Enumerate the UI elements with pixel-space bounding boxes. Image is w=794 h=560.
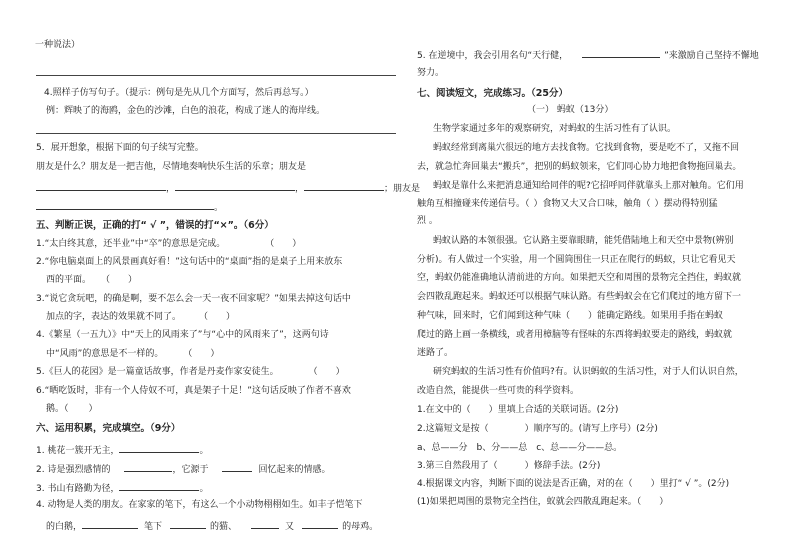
question-5-text: 朋友是什么？朋友是一把吉他，尽情地奏响快乐生活的乐章；朋友是 (36, 162, 307, 172)
passage-line: 分析)。有人做过一个实验，用一个圆筒围住一只正在爬行的蚂蚁，只让它看见天 (417, 255, 736, 265)
fill-item-5: 5. 在逆境中，我会引用名句“天行健， ”来激励自己坚持不懈地 (417, 48, 759, 62)
exercise-2: 2.这篇短文是按（ ）顺序写的。(请写上序号）(2分) (417, 424, 658, 434)
passage-line: 改造自然，能提供一些可贵的科学资料。 (417, 386, 580, 396)
section-5-title: 五、判断正误，正确的打“ √ ”，错误的打“×”。（6分） (36, 220, 274, 231)
answer-line (36, 133, 396, 134)
fill-item-1: 1. 桃花一簇开无主， 。 (36, 443, 208, 457)
passage-line: 迷路了。 (417, 348, 454, 358)
blank[interactable] (36, 200, 214, 210)
judge-item-5: 5.《巨人的花园》是一篇童话故事，作者是丹麦作家安徒生。 （ ） (36, 367, 345, 377)
question-4: 4.照样子仿写句子。（提示：例句是先从几个方面写，然后再总写。） (44, 88, 314, 98)
judge-item-4-cont: 中“风雨”的意思是不一样的。 （ ） (46, 349, 220, 359)
answer-bracket[interactable]: （ ） (265, 239, 302, 249)
answer-bracket[interactable]: （ ） (101, 275, 138, 285)
blank[interactable] (175, 181, 295, 191)
judge-item-4: 4.《繁星（一五九）》中“天上的风雨来了”与“心中的风雨来了”，这两句诗 (36, 330, 329, 340)
passage-line: 研究蚂蚁的生活习性有价值吗?有。认识蚂蚁的生活习性，对于人们认识自然， (433, 367, 744, 377)
blank[interactable] (124, 462, 172, 472)
question-5: 5．展开想象，根据下面的句子续写完整。 (36, 143, 204, 153)
exercise-4-item-1: (1)如果把周围的景物完全挡住，蚁就会四散乱跑起来。（ ） (417, 497, 669, 507)
answer-bracket[interactable]: （ ） (183, 349, 220, 359)
passage-line: 去，就急忙奔回巢去“搬兵”，把别的蚂蚁领来，它们同心协力地把食物拖回巢去。 (417, 162, 742, 172)
example-sentence: 例：辉映了的海鸥，金色的沙滩，白色的浪花，构成了迷人的海岸线。 (46, 106, 326, 116)
right-column (400, 0, 794, 560)
blank[interactable] (582, 48, 660, 58)
passage-title: （一） 蚂蚁（13分） (527, 105, 614, 115)
judge-item-2: 2.“你电脑桌面上的风景画真好看！”这句话中的“桌面”指的是桌子上用来放东 (36, 257, 343, 267)
judge-item-6: 6.“晒吃饭时，非有一个人侍奴不可，真是架子十足！”这句话反映了作者不喜欢 (36, 386, 351, 396)
fill-line: ， ， ；朋友是 (36, 181, 420, 195)
exercise-3: 3.第三自然段用了（ ）修辞手法。(2分) (417, 461, 601, 471)
text-line: 努力。 (417, 68, 445, 78)
fill-item-4: 4. 动物是人类的朋友。在家家的笔下，有这么一个小动物栩栩如生。如丰子恺笔下 (36, 500, 363, 510)
answer-bracket[interactable]: （ ） (199, 312, 236, 322)
answer-bracket[interactable]: （ ） (308, 367, 345, 377)
passage-line: 种气味，回来时，它们闻到这种气味（ ）能确定路线。如果用手指在蚂蚁 (417, 311, 724, 321)
passage-line: 生物学家通过多年的观察研究，对蚂蚁的生活习性有了认识。 (433, 124, 677, 134)
judge-item-6-cont: 鹅。（ ） (46, 404, 98, 414)
blank[interactable] (304, 181, 384, 191)
blank[interactable] (82, 519, 138, 529)
blank[interactable] (170, 519, 206, 529)
judge-item-3: 3.“说它贪玩吧，的确是啊，要不怎么会一天一夜不回家呢？”如果去掉这句话中 (36, 294, 351, 304)
passage-line: 蚂蚁是靠什么来把消息通知给同伴的呢?它招呼同伴就靠头上那对触角。它们用 (433, 181, 744, 191)
judge-item-3-cont: 加点的字，表达的效果就不同了。 （ ） (46, 312, 236, 322)
answer-line (36, 75, 396, 76)
blank[interactable] (302, 519, 338, 529)
passage-line: 烈 。 (417, 216, 438, 226)
passage-line: 触角互相撞碰来传递信号。（ ）食物又大又合口味，触角（ ）摆动得特别猛 (417, 199, 718, 209)
section-6-title: 六、运用积累，完成填空。（9分） (36, 423, 181, 434)
judge-item-1: 1.“太白终其意，还半业”中“卒”的意思是完成。 （ ） (36, 239, 302, 249)
fill-line: 。 (36, 200, 223, 214)
passage-line: 爬过的路上画一条横线，或者用樟脑等有怪味的东西将蚂蚁要走的路线，蚂蚁就 (417, 330, 733, 340)
exercise-1: 1.在文中的（ ）里填上合适的关联词语。(2分) (417, 405, 619, 415)
blank[interactable] (222, 462, 252, 472)
passage-line: 蚂蚁经常到离巢穴很远的地方去找食物。它找到食物，要是吃不了，又拖不回 (433, 143, 740, 153)
exercise-4: 4.根据课文内容，判断下面的说法是否正确，对的在（ ）里打“ √ ”。(2分) (417, 479, 730, 489)
blank[interactable] (119, 443, 199, 453)
blank[interactable] (251, 519, 279, 529)
judge-item-2-cont: 西的平面。 （ ） (46, 275, 138, 285)
exercise-2-options: a、总——分 b、分——总 c、总——分——总。 (417, 443, 623, 453)
passage-line: 空，蚂蚁仍能准确地认清前进的方向。如果把天空和周围的景物完全挡住，蚂蚁就 (417, 273, 742, 283)
blank[interactable] (36, 181, 166, 191)
fill-item-4-cont: 的白鹅， 笔下 的猫、 又 的母鸡。 (46, 519, 378, 533)
fill-item-3: 3. 书山有路勤为径， 。 (36, 481, 208, 495)
text-line: 一种说法） (35, 40, 81, 50)
fill-item-2: 2. 诗是强烈感情的 ，它源于 回忆起来的情感。 (36, 462, 330, 476)
passage-line: 蚂蚁认路的本领很强。它认路主要靠眼睛，能凭借陆地上和天空中景物(辨别 (433, 236, 734, 246)
passage-line: 会四散乱跑起来。蚂蚁还可以根据气味认路。有些蚂蚁会在它们爬过的地方留下一 (417, 292, 742, 302)
blank[interactable] (119, 481, 199, 491)
section-7-title: 七、阅读短文，完成练习。（25分） (417, 88, 568, 99)
